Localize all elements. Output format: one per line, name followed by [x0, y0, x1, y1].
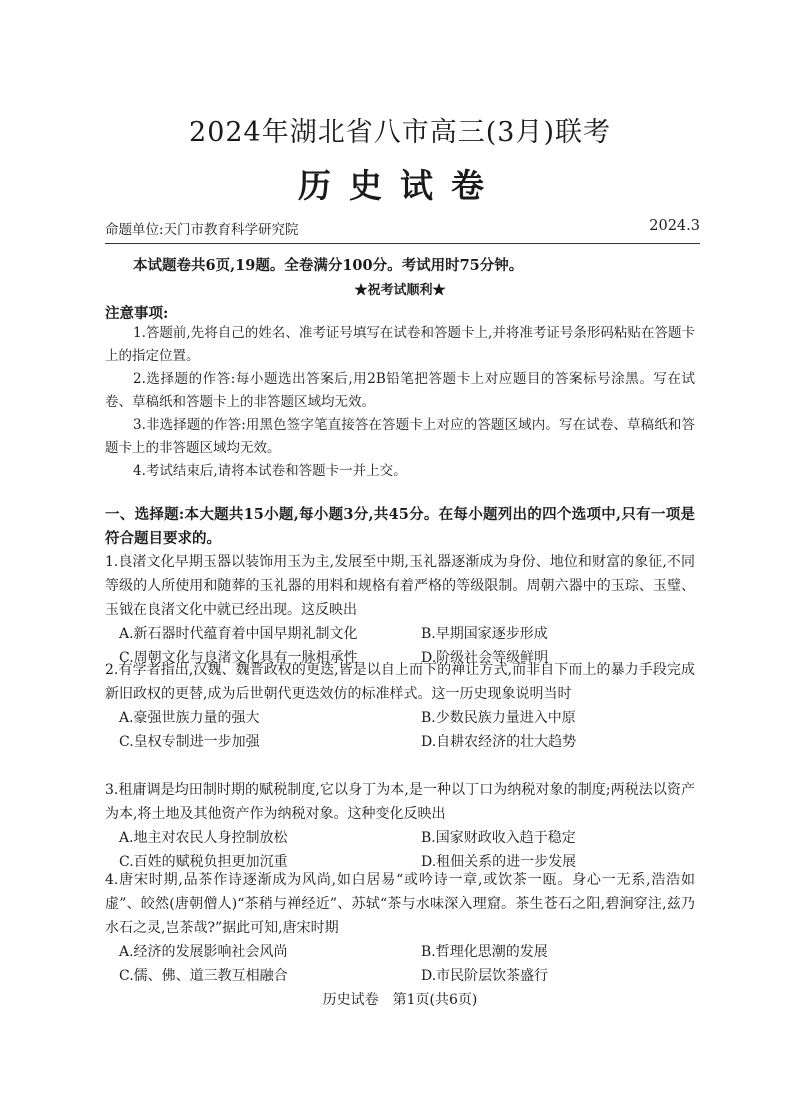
option-d: D.阶级社会等级鲜明	[421, 650, 549, 666]
notice-heading: 注意事项:	[105, 305, 169, 322]
question-stem: 4.唐宋时期,品茶作诗逐渐成为风尚,如白居易“或吟诗一章,或饮茶一瓯。身心一无系,浩浩如虚”、皎然(唐朝僧人)“茶稍与禅经近”、苏轼“茶与水味深入理窟。茶生苍石之阳,碧涧穿注,兹乃水石之灵,岂茶哉?”据此可知,唐宋时期	[105, 872, 695, 936]
option-c: C.儒、佛、道三教互相融合	[119, 968, 288, 984]
question-2	[105, 658, 695, 754]
good-luck-banner: ★祝考试顺利★	[354, 283, 446, 298]
notice-item-2: 2.选择题的作答:每小题选出答案后,用2B铅笔把答题卡上对应题目的答案标号涂黑。写在试卷、草稿纸和答题卡上的非答题区域均无效。	[105, 371, 695, 410]
option-a: A.豪强世族力量的强大	[119, 710, 260, 726]
option-grid	[119, 826, 695, 874]
author-unit: 命题单位:天门市教育科学研究院	[105, 222, 299, 238]
option-c: C.百姓的赋税负担更加沉重	[119, 854, 288, 870]
question-stem: 3.租庸调是均田制时期的赋税制度,它以身丁为本,是一种以丁口为纳税对象的制度;两税法以资产为本,将土地及其他资产作为纳税对象。这种变化反映出	[105, 782, 695, 822]
option-a: A.地主对农民人身控制放松	[119, 830, 288, 846]
notice-item-3: 3.非选择题的作答:用黑色签字笔直接答在答题卡上对应的答题区域内。写在试卷、草稿纸和答题卡上的非答题区域均无效。	[105, 417, 695, 456]
option-d: D.租佃关系的进一步发展	[421, 854, 577, 870]
question-1	[105, 550, 695, 670]
question-stem: 1.良渚文化早期玉器以装饰用玉为主,发展至中期,玉礼器逐渐成为身份、地位和财富的象征,不同等级的人所使用和随葬的玉礼器的用料和规格有着严格的等级限制。周朝六器中的玉琮、玉璧、玉钺在良渚文化中就已经出现。这反映出	[105, 554, 695, 618]
option-c: C.周朝文化与良渚文化具有一脉相承性	[119, 650, 358, 666]
question-4	[105, 868, 695, 988]
option-b: B.国家财政收入趋于稳定	[421, 830, 576, 846]
notice-item-4: 4.考试结束后,请将本试卷和答题卡一并上交。	[133, 463, 407, 479]
option-a: A.新石器时代蕴育着中国早期礼制文化	[119, 626, 358, 642]
section-heading: 一、选择题:本大题共15小题,每小题3分,共45分。在每小题列出的四个选项中,只有一项是符合题目要求的。	[105, 506, 695, 547]
option-d: D.市民阶层饮茶盛行	[421, 968, 549, 984]
question-stem: 2.有学者指出,汉魏、魏晋政权的更迭,皆是以自上而下的禅让方式,而非自下而上的暴力手段完成新旧政权的更替,成为后世朝代更迭效仿的标准样式。这一历史现象说明当时	[105, 662, 695, 702]
notice-item-1: 1.答题前,先将自己的姓名、准考证号填写在试卷和答题卡上,并将准考证号条形码粘贴在答题卡上的指定位置。	[105, 325, 695, 364]
exam-date: 2024.3	[649, 218, 700, 234]
option-grid	[119, 940, 695, 988]
exam-summary: 本试题卷共6页,19题。全卷满分100分。考试用时75分钟。	[133, 257, 524, 274]
option-d: D.自耕农经济的壮大趋势	[421, 734, 577, 750]
option-a: A.经济的发展影响社会风尚	[119, 944, 288, 960]
subject-title: 历史试卷	[298, 166, 502, 205]
page-footer: 历史试卷 第1页(共6页)	[322, 992, 478, 1008]
option-b: B.早期国家逐步形成	[421, 626, 548, 642]
option-b: B.少数民族力量进入中原	[421, 710, 576, 726]
header-divider	[105, 243, 700, 244]
question-3	[105, 778, 695, 874]
option-b: B.哲理化思潮的发展	[421, 944, 548, 960]
exam-title: 2024年湖北省八市高三(3月)联考	[189, 117, 611, 148]
option-grid	[119, 706, 695, 754]
option-c: C.皇权专制进一步加强	[119, 734, 260, 750]
